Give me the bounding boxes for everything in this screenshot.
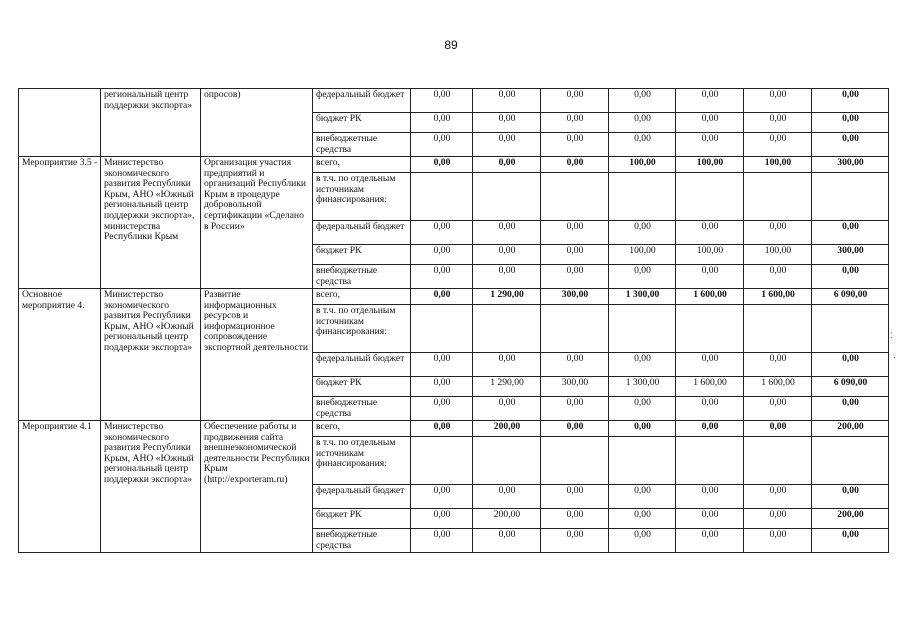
cell-value: 0,00 <box>411 265 473 289</box>
cell-value: 0,00 <box>411 529 473 553</box>
cell-value: 0,00 <box>744 397 812 421</box>
cell-value: 0,00 <box>744 485 812 509</box>
cell-value: 0,00 <box>541 485 609 509</box>
cell-value: 200,00 <box>812 421 889 437</box>
cell-value <box>609 305 676 353</box>
cell-value: 0,00 <box>812 353 889 377</box>
cell-task: опросов) <box>201 89 313 157</box>
cell-value: 0,00 <box>473 485 541 509</box>
cell-value: 0,00 <box>744 221 812 245</box>
cell-value: 0,00 <box>473 397 541 421</box>
cell-value <box>744 173 812 221</box>
table-row <box>19 89 889 113</box>
cell-value: 0,00 <box>744 113 812 133</box>
cell-value: 0,00 <box>812 397 889 421</box>
cell-value: 0,00 <box>609 421 676 437</box>
cell-value: 0,00 <box>541 133 609 157</box>
cell-value: 0,00 <box>609 509 676 529</box>
cell-funding-source: всего, <box>313 421 411 437</box>
cell-value: 1 290,00 <box>473 377 541 397</box>
cell-value: 0,00 <box>812 221 889 245</box>
cell-funding-source: федеральный бюджет <box>313 221 411 245</box>
cell-value: 0,00 <box>609 89 676 113</box>
cell-value: 6 090,00 <box>812 377 889 397</box>
page-number: 89 <box>444 38 458 52</box>
cell-value <box>676 173 744 221</box>
cell-value: 0,00 <box>812 265 889 289</box>
cell-value: 0,00 <box>676 221 744 245</box>
scan-mark: : <box>890 330 893 341</box>
cell-value <box>609 437 676 485</box>
cell-value: 0,00 <box>541 353 609 377</box>
cell-value: 300,00 <box>812 245 889 265</box>
cell-value: 0,00 <box>541 397 609 421</box>
cell-value: 0,00 <box>411 133 473 157</box>
cell-executor: Министерство экономического развития Республики Крым, АНО «Южный региональный центр поддержки экспорта» <box>101 421 201 553</box>
cell-value: 300,00 <box>812 157 889 173</box>
cell-value: 0,00 <box>411 421 473 437</box>
cell-value: 0,00 <box>411 509 473 529</box>
cell-value: 0,00 <box>609 265 676 289</box>
cell-value: 1 300,00 <box>609 289 676 305</box>
cell-value: 0,00 <box>812 113 889 133</box>
cell-value: 100,00 <box>609 157 676 173</box>
cell-value: 0,00 <box>473 353 541 377</box>
cell-value: 0,00 <box>473 221 541 245</box>
cell-task: Обеспечение работы и продвижения сайта внешнеэкономической деятельности Республики Крым (http://exporteram.ru) <box>201 421 313 553</box>
cell-value: 6 090,00 <box>812 289 889 305</box>
cell-value: 200,00 <box>473 421 541 437</box>
cell-value: 1 600,00 <box>676 289 744 305</box>
cell-value: 0,00 <box>609 353 676 377</box>
cell-value: 1 300,00 <box>609 377 676 397</box>
cell-value: 0,00 <box>812 529 889 553</box>
cell-value: 0,00 <box>541 529 609 553</box>
cell-value: 0,00 <box>812 89 889 113</box>
cell-value: 0,00 <box>676 529 744 553</box>
cell-value: 0,00 <box>541 157 609 173</box>
cell-value: 200,00 <box>473 509 541 529</box>
cell-value: 0,00 <box>744 529 812 553</box>
cell-value: 0,00 <box>676 421 744 437</box>
cell-funding-source: бюджет РК <box>313 113 411 133</box>
cell-value <box>812 437 889 485</box>
cell-value: 0,00 <box>676 133 744 157</box>
cell-value: 0,00 <box>473 245 541 265</box>
cell-value: 0,00 <box>676 113 744 133</box>
cell-value: 0,00 <box>411 353 473 377</box>
cell-value: 0,00 <box>541 221 609 245</box>
cell-task: Развитие информационных ресурсов и информационное сопровождение экспортной деятельности <box>201 289 313 421</box>
cell-value <box>676 305 744 353</box>
cell-value: 0,00 <box>411 113 473 133</box>
scan-mark: · <box>893 352 897 363</box>
cell-executor: региональный центр поддержки экспорта» <box>101 89 201 157</box>
cell-funding-source: федеральный бюджет <box>313 89 411 113</box>
cell-value <box>744 305 812 353</box>
cell-value: 0,00 <box>609 113 676 133</box>
cell-value: 0,00 <box>676 265 744 289</box>
cell-event: Мероприятие 3.5 - <box>19 157 101 289</box>
cell-funding-source: всего, <box>313 289 411 305</box>
cell-value: 0,00 <box>473 133 541 157</box>
cell-funding-source: внебюджетные средства <box>313 529 411 553</box>
cell-value: 1 600,00 <box>676 377 744 397</box>
budget-body <box>19 89 889 553</box>
cell-value: 0,00 <box>411 245 473 265</box>
cell-funding-source: внебюджетные средства <box>313 133 411 157</box>
cell-value: 0,00 <box>609 221 676 245</box>
cell-value: 0,00 <box>676 353 744 377</box>
cell-value: 1 290,00 <box>473 289 541 305</box>
cell-funding-source: федеральный бюджет <box>313 353 411 377</box>
cell-value: 300,00 <box>541 377 609 397</box>
cell-value <box>744 437 812 485</box>
table-row <box>19 157 889 173</box>
cell-value: 0,00 <box>609 397 676 421</box>
cell-value <box>411 173 473 221</box>
cell-value: 0,00 <box>411 397 473 421</box>
cell-value: 0,00 <box>744 353 812 377</box>
cell-value <box>812 305 889 353</box>
cell-value <box>541 437 609 485</box>
cell-event <box>19 89 101 157</box>
cell-value <box>473 437 541 485</box>
cell-value: 0,00 <box>676 509 744 529</box>
cell-value: 0,00 <box>411 89 473 113</box>
cell-value: 100,00 <box>744 245 812 265</box>
cell-funding-source: всего, <box>313 157 411 173</box>
cell-value: 0,00 <box>411 289 473 305</box>
cell-value: 1 600,00 <box>744 377 812 397</box>
cell-value: 100,00 <box>676 157 744 173</box>
cell-value: 0,00 <box>676 397 744 421</box>
cell-funding-source: внебюджетные средства <box>313 397 411 421</box>
cell-value: 0,00 <box>541 245 609 265</box>
cell-value <box>812 173 889 221</box>
cell-value <box>541 173 609 221</box>
cell-value <box>473 305 541 353</box>
cell-value: 0,00 <box>411 485 473 509</box>
cell-value: 0,00 <box>541 421 609 437</box>
cell-value <box>609 173 676 221</box>
cell-value: 0,00 <box>473 529 541 553</box>
cell-task: Организация участия предприятий и организаций Республики Крым в процедуре добровольной сертификации «Сделано в России» <box>201 157 313 289</box>
cell-value: 0,00 <box>609 485 676 509</box>
cell-funding-source: бюджет РК <box>313 377 411 397</box>
cell-executor: Министерство экономического развития Республики Крым, АНО «Южный региональный центр поддержки экспорта», министерства Республики Крым <box>101 157 201 289</box>
cell-value: 0,00 <box>744 133 812 157</box>
cell-funding-source: бюджет РК <box>313 509 411 529</box>
budget-table <box>18 88 889 553</box>
cell-value: 0,00 <box>812 485 889 509</box>
cell-value: 0,00 <box>541 509 609 529</box>
cell-value: 0,00 <box>744 265 812 289</box>
cell-value: 0,00 <box>411 221 473 245</box>
cell-value: 1 600,00 <box>744 289 812 305</box>
cell-value <box>676 437 744 485</box>
cell-value: 0,00 <box>473 113 541 133</box>
cell-funding-source: бюджет РК <box>313 245 411 265</box>
cell-value: 0,00 <box>609 133 676 157</box>
cell-value: 0,00 <box>744 509 812 529</box>
cell-value <box>473 173 541 221</box>
cell-value: 0,00 <box>541 113 609 133</box>
cell-funding-source: в т.ч. по отдельным источникам финансирования: <box>313 173 411 221</box>
cell-value <box>541 305 609 353</box>
cell-value: 0,00 <box>744 89 812 113</box>
cell-funding-source: внебюджетные средства <box>313 265 411 289</box>
cell-value: 0,00 <box>473 157 541 173</box>
cell-value: 0,00 <box>676 485 744 509</box>
cell-value: 0,00 <box>411 377 473 397</box>
cell-event: Основное мероприятие 4. <box>19 289 101 421</box>
cell-value: 0,00 <box>609 529 676 553</box>
cell-funding-source: в т.ч. по отдельным источникам финансирования: <box>313 437 411 485</box>
cell-value: 100,00 <box>676 245 744 265</box>
cell-value: 200,00 <box>812 509 889 529</box>
cell-value: 0,00 <box>744 421 812 437</box>
cell-value: 0,00 <box>473 265 541 289</box>
cell-funding-source: в т.ч. по отдельным источникам финансирования: <box>313 305 411 353</box>
table-row <box>19 289 889 305</box>
cell-event: Мероприятие 4.1 <box>19 421 101 553</box>
cell-value <box>411 437 473 485</box>
cell-value: 0,00 <box>541 265 609 289</box>
cell-value: 0,00 <box>411 157 473 173</box>
table-row <box>19 421 889 437</box>
cell-value: 0,00 <box>812 133 889 157</box>
cell-value: 0,00 <box>541 89 609 113</box>
cell-value <box>411 305 473 353</box>
cell-value: 0,00 <box>473 89 541 113</box>
cell-value: 0,00 <box>676 89 744 113</box>
cell-value: 100,00 <box>744 157 812 173</box>
cell-value: 300,00 <box>541 289 609 305</box>
cell-funding-source: федеральный бюджет <box>313 485 411 509</box>
cell-value: 100,00 <box>609 245 676 265</box>
cell-executor: Министерство экономического развития Республики Крым, АНО «Южный региональный центр поддержки экспорта» <box>101 289 201 421</box>
